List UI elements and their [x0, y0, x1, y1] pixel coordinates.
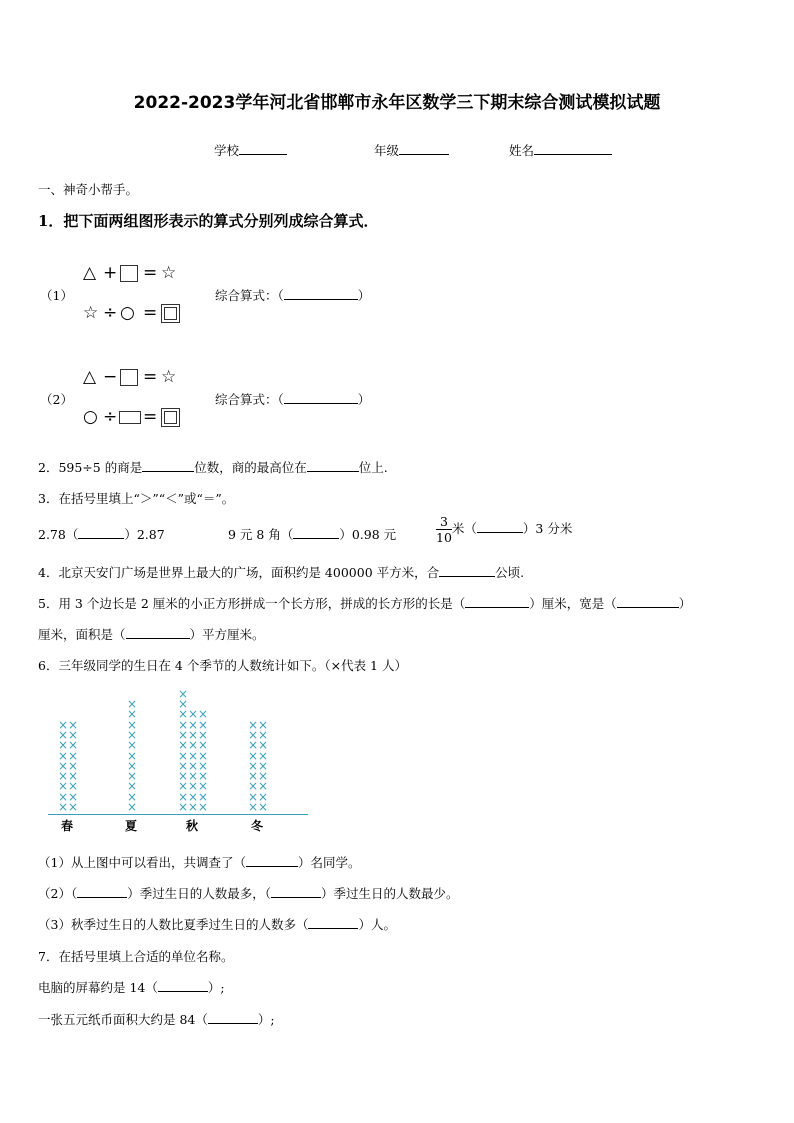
q2-blank-1[interactable]	[142, 459, 194, 472]
grade-label: 年级	[374, 143, 400, 158]
plus-sign: +	[103, 263, 118, 283]
answer-close: ）	[357, 288, 371, 303]
group-2-answer[interactable]	[215, 390, 370, 408]
pictograph-symbol: ×	[68, 717, 79, 732]
section-heading: 一、神奇小帮手。	[38, 182, 139, 197]
pictograph-symbol: ×	[248, 748, 259, 763]
pictograph-symbol: ×	[258, 748, 269, 763]
q3-item-1-a: 2.78（	[38, 527, 79, 542]
pictograph-symbol: ×	[178, 758, 189, 773]
rectangle-icon	[119, 411, 141, 424]
equals-sign: =	[143, 303, 158, 323]
q5-text-b: ）厘米，宽是（	[529, 596, 617, 611]
pictograph-symbol: ×	[178, 779, 189, 794]
pictograph-symbol: ×	[178, 748, 189, 763]
q6-sub-2-c: ）季过生日的人数最少。	[320, 886, 459, 901]
pictograph-symbol: ×	[58, 717, 69, 732]
pictograph-symbol: ×	[58, 789, 69, 804]
q7-line-1-b: ）;	[207, 980, 225, 995]
question-1: 1．把下面两组图形表示的算式分别列成综合算式．	[38, 212, 379, 230]
pictograph-symbol: ×	[188, 727, 199, 742]
pictograph-symbol: ×	[58, 769, 69, 784]
pictograph-symbol: ×	[188, 758, 199, 773]
pictograph-symbol: ×	[248, 738, 259, 753]
q6-sub-2-a: （2）（	[38, 886, 78, 901]
circle-icon: ○	[120, 303, 135, 323]
q6-sub-2	[38, 884, 458, 902]
pictograph-symbol: ×	[127, 707, 138, 722]
pictograph-symbol: ×	[68, 748, 79, 763]
q3-blank-1[interactable]	[78, 526, 124, 539]
name-field[interactable]	[509, 141, 612, 159]
pictograph-symbol: ×	[248, 789, 259, 804]
square-icon	[161, 304, 180, 323]
q3-item-2-b: ）0.98 元	[339, 527, 397, 542]
pictograph-symbol: ×	[188, 707, 199, 722]
q4-text-a: 4．北京天安门广场是世界上最大的广场，面积约是 400000 平方米，合	[38, 565, 440, 580]
pictograph-symbol: ×	[127, 779, 138, 794]
square-icon	[120, 369, 138, 386]
category-label: 冬	[251, 819, 264, 833]
fraction-numerator: 3	[436, 514, 452, 530]
pictograph-symbol: ×	[198, 769, 209, 784]
answer-label: 综合算式：（	[215, 392, 284, 407]
circle-icon: ○	[83, 407, 98, 427]
square-icon	[161, 408, 180, 427]
pictograph-symbol: ×	[248, 800, 259, 814]
pictograph-symbol: ×	[127, 738, 138, 753]
q6-sub-3-b: ）人。	[358, 917, 396, 932]
fraction	[436, 514, 452, 545]
q2-blank-2[interactable]	[307, 459, 359, 472]
fraction-denominator: 10	[436, 530, 452, 545]
minus-sign: −	[103, 367, 118, 387]
pictograph-symbol: ×	[188, 789, 199, 804]
pictograph-symbol: ×	[68, 800, 79, 814]
q2-text-c: 位上.	[358, 460, 388, 475]
chart-baseline	[48, 814, 308, 815]
pictograph-symbol: ×	[127, 758, 138, 773]
pictograph-symbol: ×	[188, 717, 199, 732]
q6-blank-2[interactable]	[77, 885, 127, 898]
q5-blank-3[interactable]	[126, 626, 190, 639]
pictograph-symbol: ×	[198, 779, 209, 794]
q5-blank-2[interactable]	[617, 595, 679, 608]
pictograph-symbol: ×	[188, 800, 199, 814]
pictograph-symbol: ×	[58, 727, 69, 742]
pictograph-symbol: ×	[178, 686, 189, 701]
pictograph-symbol: ×	[248, 769, 259, 784]
q7-line-2-b: ）;	[257, 1012, 275, 1027]
pictograph-symbol: ×	[178, 738, 189, 753]
q4-text-b: 公顷.	[495, 565, 525, 580]
question-2	[38, 458, 388, 476]
q3-blank-3[interactable]	[477, 520, 523, 533]
q5-blank-1[interactable]	[465, 595, 529, 608]
pictograph-symbol: ×	[127, 789, 138, 804]
pictograph-symbol: ×	[68, 738, 79, 753]
question-7: 7．在括号里填上合适的单位名称。	[38, 949, 234, 964]
pictograph-symbol: ×	[178, 717, 189, 732]
pictograph-symbol: ×	[68, 758, 79, 773]
pictograph-symbol: ×	[178, 800, 189, 814]
pictograph-symbol: ×	[248, 727, 259, 742]
school-field[interactable]	[214, 141, 287, 159]
q5-text-e: ）平方厘米。	[189, 627, 265, 642]
triangle-icon: △	[83, 263, 97, 283]
q7-blank-2[interactable]	[208, 1011, 258, 1024]
pictograph-symbol: ×	[68, 769, 79, 784]
q3-blank-2[interactable]	[293, 526, 339, 539]
grade-field[interactable]	[374, 141, 449, 159]
question-6: 6．三年级同学的生日在 4 个季节的人数统计如下。（×代表 1 人）	[38, 658, 407, 673]
q6-sub-2-b: ）季过生日的人数最多，（	[127, 886, 271, 901]
q3-item-3-b: ）3 分米	[522, 521, 573, 536]
q7-blank-1[interactable]	[158, 979, 208, 992]
pictograph-symbol: ×	[127, 800, 138, 814]
star-icon: ☆	[161, 263, 177, 283]
question-4	[38, 563, 524, 581]
answer-label: 综合算式：（	[215, 288, 284, 303]
pictograph-symbol: ×	[58, 748, 69, 763]
pictograph-symbol: ×	[198, 727, 209, 742]
pictograph-symbol: ×	[198, 707, 209, 722]
q3-item-1	[38, 525, 165, 543]
square-icon	[120, 265, 138, 282]
school-label: 学校	[214, 143, 240, 158]
star-icon: ☆	[83, 303, 99, 323]
pictograph-symbol: ×	[258, 769, 269, 784]
pictograph-symbol: ×	[127, 769, 138, 784]
q2-text-a: 2．595÷5 的商是	[38, 460, 143, 475]
pictograph-symbol: ×	[178, 789, 189, 804]
pictograph-symbol: ×	[198, 789, 209, 804]
pictograph-symbol: ×	[178, 697, 189, 711]
divide-sign: ÷	[103, 303, 118, 323]
q2-text-b: 位数，商的最高位在	[194, 460, 307, 475]
pictograph-symbol: ×	[127, 748, 138, 763]
triangle-icon: △	[83, 367, 97, 387]
q7-line-2-a: 一张五元纸币面积大约是 84（	[38, 1012, 208, 1027]
pictograph-chart	[40, 686, 312, 834]
pictograph-symbol: ×	[258, 727, 269, 742]
divide-sign: ÷	[103, 407, 118, 427]
question-5	[38, 594, 691, 612]
pictograph-symbol: ×	[58, 779, 69, 794]
pictograph-symbol: ×	[258, 779, 269, 794]
q4-blank[interactable]	[439, 564, 495, 577]
q7-line-2	[38, 1010, 275, 1028]
equals-sign: =	[143, 407, 158, 427]
category-label: 秋	[186, 819, 199, 833]
pictograph-symbol: ×	[248, 779, 259, 794]
q5-text-c: ）	[678, 596, 692, 611]
q3-item-2-a: 9 元 8 角（	[228, 527, 294, 542]
pictograph-symbol: ×	[198, 758, 209, 773]
pictograph-symbol: ×	[258, 800, 269, 814]
q3-item-3	[436, 514, 572, 545]
pictograph-symbol: ×	[127, 697, 138, 711]
pictograph-symbol: ×	[258, 738, 269, 753]
pictograph-symbol: ×	[68, 779, 79, 794]
pictograph-symbol: ×	[188, 738, 199, 753]
pictograph-symbol: ×	[188, 779, 199, 794]
q6-sub-1-a: （1）从上图中可以看出，共调查了（	[38, 855, 246, 870]
q7-line-1-a: 电脑的屏幕约是 14（	[38, 980, 158, 995]
pictograph-symbol: ×	[198, 800, 209, 814]
page-title: 2022-2023学年河北省邯郸市永年区数学三下期末综合测试模拟试题	[133, 93, 661, 113]
q5-text-d: 厘米，面积是（	[38, 627, 126, 642]
pictograph-symbol: ×	[258, 758, 269, 773]
q6-blank-3[interactable]	[271, 885, 321, 898]
category-label: 春	[61, 819, 74, 833]
q5-text-a: 5．用 3 个边长是 2 厘米的小正方形拼成一个长方形，拼成的长方形的长是（	[38, 596, 466, 611]
pictograph-symbol: ×	[198, 748, 209, 763]
pictograph-symbol: ×	[198, 738, 209, 753]
pictograph-symbol: ×	[188, 769, 199, 784]
q6-blank-4[interactable]	[308, 916, 358, 929]
q6-sub-1-b: ）名同学。	[297, 855, 361, 870]
star-icon: ☆	[161, 367, 177, 387]
q3-item-1-b: ）2.87	[124, 527, 165, 542]
q6-sub-3-a: （3）秋季过生日的人数比夏季过生日的人数多（	[38, 917, 309, 932]
pictograph-symbol: ×	[127, 717, 138, 732]
q3-item-2	[228, 525, 396, 543]
q7-line-1	[38, 978, 225, 996]
category-label: 夏	[125, 819, 138, 833]
group-1-number: （1）	[40, 288, 73, 303]
pictograph-symbol: ×	[188, 748, 199, 763]
pictograph-symbol: ×	[178, 769, 189, 784]
pictograph-symbol: ×	[58, 758, 69, 773]
answer-close: ）	[357, 392, 371, 407]
pictograph-symbol: ×	[258, 789, 269, 804]
pictograph-symbol: ×	[68, 727, 79, 742]
pictograph-symbol: ×	[248, 758, 259, 773]
q3-item-3-a: 米（	[451, 521, 477, 536]
pictograph-symbol: ×	[258, 717, 269, 732]
pictograph-symbol: ×	[58, 738, 69, 753]
pictograph-symbol: ×	[178, 707, 189, 722]
equals-sign: =	[143, 367, 158, 387]
question-5-cont	[38, 625, 265, 643]
pictograph-symbol: ×	[198, 717, 209, 732]
equals-sign: =	[143, 263, 158, 283]
q6-blank-1[interactable]	[246, 854, 298, 867]
group-2-number: （2）	[40, 392, 73, 407]
group-1-answer[interactable]	[215, 286, 370, 304]
pictograph-symbol: ×	[248, 717, 259, 732]
q6-sub-1	[38, 853, 360, 871]
pictograph-symbol: ×	[178, 727, 189, 742]
pictograph-symbol: ×	[127, 727, 138, 742]
q6-sub-3	[38, 915, 396, 933]
question-3: 3．在括号里填上“＞”“＜”或“＝”。	[38, 491, 235, 506]
pictograph-symbol: ×	[68, 789, 79, 804]
pictograph-symbol: ×	[58, 800, 69, 814]
name-label: 姓名	[509, 143, 535, 158]
